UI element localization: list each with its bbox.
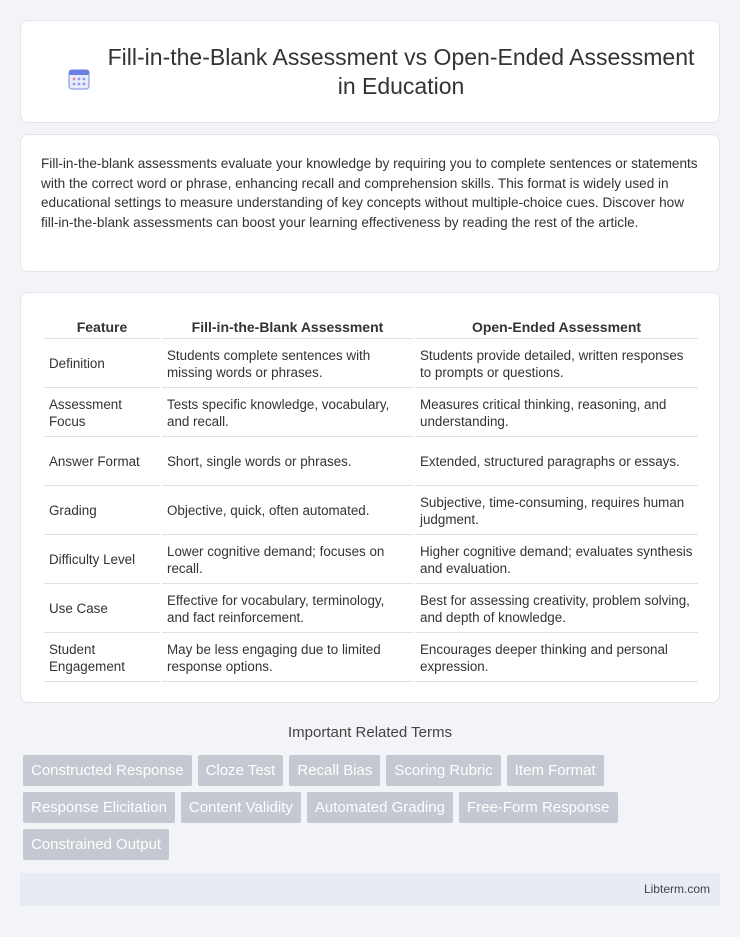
feature-cell: Assessment Focus — [44, 390, 160, 437]
footer-bar — [20, 873, 720, 906]
table-row — [44, 586, 698, 633]
calendar-grid-icon — [67, 67, 91, 91]
related-term-tag[interactable]: Automated Grading — [307, 792, 453, 823]
table-row — [44, 635, 698, 682]
open-ended-cell: Best for assessing creativity, problem solving, and depth of knowledge. — [415, 586, 698, 633]
open-ended-cell: Measures critical thinking, reasoning, and understanding. — [415, 390, 698, 437]
open-ended-cell: Subjective, time-consuming, requires human judgment. — [415, 488, 698, 535]
fill-in-blank-cell: Short, single words or phrases. — [162, 439, 413, 486]
fill-in-blank-cell: May be less engaging due to limited response options. — [162, 635, 413, 682]
column-header: Open-Ended Assessment — [415, 315, 698, 339]
intro-card — [20, 134, 720, 272]
related-term-tag[interactable]: Free-Form Response — [459, 792, 618, 823]
intro-paragraph: Fill-in-the-blank assessments evaluate your knowledge by requiring you to complete sentences or statements with the correct word or phrase, enhancing recall and comprehension skills. This format is widely used in educational settings to measure understanding of key concepts without multiple-choice cues. Discover how fill-in-the-blank assessments can boost your learning effectiveness by reading the rest of the article. — [41, 156, 698, 230]
related-term-tag[interactable]: Constrained Output — [23, 829, 169, 860]
comparison-table — [42, 313, 700, 684]
open-ended-cell: Students provide detailed, written responses to prompts or questions. — [415, 341, 698, 388]
open-ended-cell: Encourages deeper thinking and personal expression. — [415, 635, 698, 682]
feature-cell: Answer Format — [44, 439, 160, 486]
related-term-tag[interactable]: Recall Bias — [289, 755, 380, 786]
related-term-tag[interactable]: Scoring Rubric — [386, 755, 500, 786]
fill-in-blank-cell: Objective, quick, often automated. — [162, 488, 413, 535]
feature-cell: Use Case — [44, 586, 160, 633]
column-header: Fill-in-the-Blank Assessment — [162, 315, 413, 339]
table-row — [44, 341, 698, 388]
table-row — [44, 537, 698, 584]
feature-cell: Definition — [44, 341, 160, 388]
feature-cell: Difficulty Level — [44, 537, 160, 584]
related-terms-heading: Important Related Terms — [288, 724, 452, 741]
page-title: Fill-in-the-Blank Assessment vs Open-Ended Assessment in Education — [107, 44, 695, 99]
fill-in-blank-cell: Lower cognitive demand; focuses on recall. — [162, 537, 413, 584]
related-term-tag[interactable]: Item Format — [507, 755, 604, 786]
related-term-tag[interactable]: Content Validity — [181, 792, 301, 823]
table-row — [44, 439, 698, 486]
related-term-tag[interactable]: Constructed Response — [23, 755, 192, 786]
feature-cell: Student Engagement — [44, 635, 160, 682]
open-ended-cell: Higher cognitive demand; evaluates synthesis and evaluation. — [415, 537, 698, 584]
fill-in-blank-cell: Students complete sentences with missing words or phrases. — [162, 341, 413, 388]
feature-cell: Grading — [44, 488, 160, 535]
comparison-table-card — [20, 292, 720, 703]
related-term-tag[interactable]: Cloze Test — [198, 755, 284, 786]
table-row — [44, 390, 698, 437]
fill-in-blank-cell: Tests specific knowledge, vocabulary, and recall. — [162, 390, 413, 437]
column-header: Feature — [44, 315, 160, 339]
table-row — [44, 488, 698, 535]
related-terms-list — [23, 755, 703, 866]
open-ended-cell: Extended, structured paragraphs or essays. — [415, 439, 698, 486]
related-term-tag[interactable]: Response Elicitation — [23, 792, 175, 823]
fill-in-blank-cell: Effective for vocabulary, terminology, and fact reinforcement. — [162, 586, 413, 633]
table-header-row — [44, 315, 698, 339]
site-link[interactable]: Libterm.com — [643, 882, 710, 896]
title-card — [20, 20, 720, 123]
